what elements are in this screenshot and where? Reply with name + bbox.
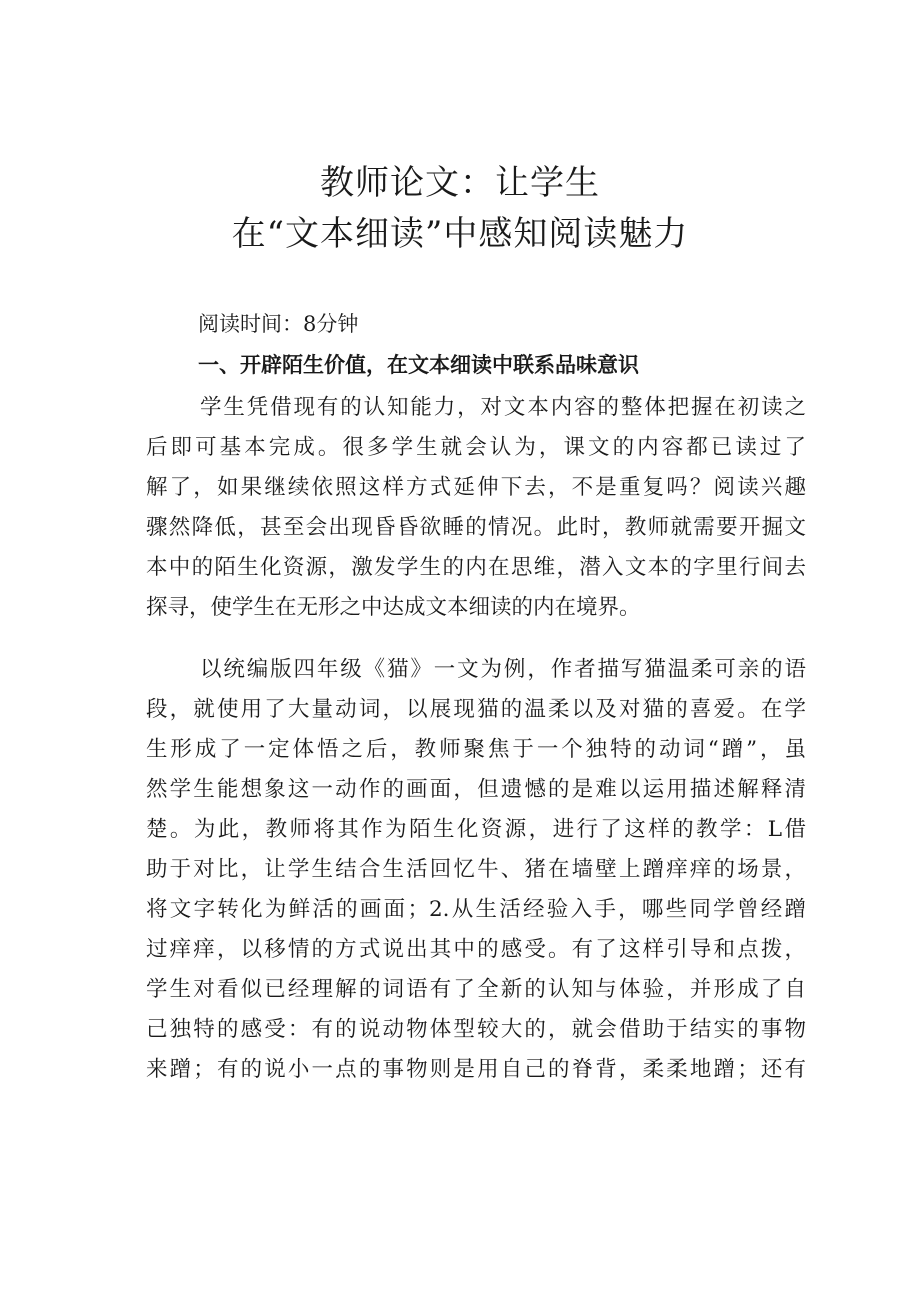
- title-line-2: 在“文本细读”中感知阅读魅力: [231, 214, 689, 254]
- paragraph-line: 本中的陌生化资源，激发学生的内在思维，潜入文本的字里行间去: [146, 555, 806, 580]
- paragraph-line: 学生凭借现有的认知能力，对文本内容的整体把握在初读之: [200, 395, 806, 420]
- paragraph-line: 探寻，使学生在无形之中达成文本细读的内在境界。: [146, 595, 641, 620]
- paragraph-line: 以统编版四年级《猫》一文为例，作者描写猫温柔可亲的语: [200, 657, 806, 682]
- reading-time: 阅读时间：8分钟: [198, 312, 359, 336]
- paragraph-line: 解了，如果继续依照这样方式延伸下去，不是重复吗？阅读兴趣: [146, 475, 806, 500]
- paragraph-line: 生形成了一定体悟之后，教师聚焦于一个独特的动词“蹭”，虽: [146, 737, 806, 762]
- paragraph-line: 楚。为此，教师将其作为陌生化资源，进行了这样的教学：L借: [146, 817, 806, 842]
- paragraph-line: 将文字转化为鲜活的画面；2.从生活经验入手，哪些同学曾经蹭: [146, 897, 806, 922]
- paragraph-line: 骤然降低，甚至会出现昏昏欲睡的情况。此时，教师就需要开掘文: [146, 515, 806, 540]
- section-heading: 一、开辟陌生价值，在文本细读中联系品味意识: [198, 353, 639, 377]
- paragraph-line: 过痒痒，以移情的方式说出其中的感受。有了这样引导和点拨，: [146, 937, 806, 962]
- title-line-1: 教师论文：让学生: [320, 163, 600, 203]
- paragraph-line: 己独特的感受：有的说动物体型较大的，就会借助于结实的事物: [146, 1017, 806, 1042]
- paragraph-2: [146, 650, 806, 1090]
- paragraph-line: 助于对比，让学生结合生活回忆牛、猪在墙壁上蹭痒痒的场景，: [146, 857, 806, 882]
- paragraph-line: 学生对看似已经理解的词语有了全新的认知与体验，并形成了自: [146, 977, 806, 1002]
- paragraph-line: 段，就使用了大量动词，以展现猫的温柔以及对猫的喜爱。在学: [146, 697, 806, 722]
- paragraph-line: 来蹭；有的说小一点的事物则是用自己的脊背，柔柔地蹭；还有: [146, 1057, 806, 1082]
- paragraph-line: 后即可基本完成。很多学生就会认为，课文的内容都已读过了: [146, 435, 806, 460]
- paragraph-line: 然学生能想象这一动作的画面，但遗憾的是难以运用描述解释清: [146, 777, 806, 802]
- paragraph-1: [146, 388, 806, 628]
